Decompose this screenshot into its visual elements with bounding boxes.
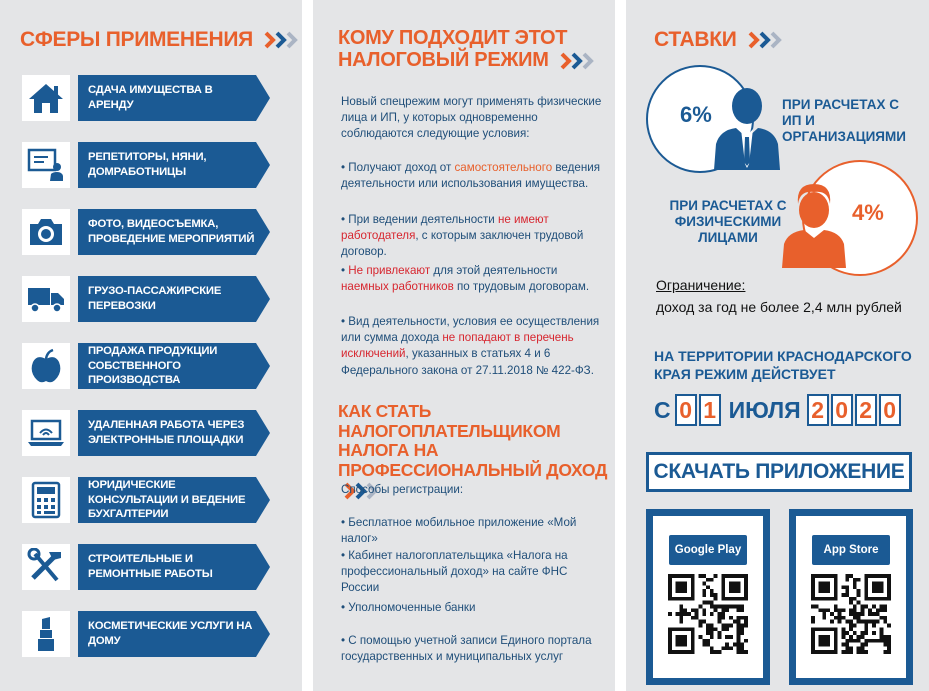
rates-panel xyxy=(626,0,929,691)
registration-method-3: • Уполномоченные банки xyxy=(341,601,476,614)
start-date xyxy=(654,393,903,427)
sphere-bar xyxy=(78,276,270,322)
apple-icon xyxy=(22,343,70,389)
sphere-bar xyxy=(78,477,270,523)
sphere-item xyxy=(22,75,270,121)
chevrons-icon xyxy=(264,30,298,50)
rate-6-percent: 6% xyxy=(680,102,712,127)
lipstick-icon xyxy=(22,611,70,657)
rate-4-label: ПРИ РАСЧЕТАХ С ФИЗИЧЕСКИМИ ЛИЦАМИ xyxy=(669,198,787,246)
condition-3 xyxy=(341,263,603,295)
eligibility-heading xyxy=(338,27,608,72)
rates-heading xyxy=(654,28,782,52)
chevrons-icon xyxy=(560,51,594,71)
app-store-card[interactable] xyxy=(789,509,913,685)
sphere-label: ГРУЗО-ПАССАЖИРСКИЕ ПЕРЕВОЗКИ xyxy=(88,285,222,312)
sphere-bar xyxy=(78,611,270,657)
condition-3-text-end: по трудовым договорам. xyxy=(453,280,590,294)
download-app-button[interactable]: СКАЧАТЬ ПРИЛОЖЕНИЕ xyxy=(646,452,912,492)
date-prefix: С xyxy=(654,396,671,423)
truck-icon xyxy=(22,276,70,322)
rate-6-label: ПРИ РАСЧЕТАХ С ИП И ОРГАНИЗАЦИЯМИ xyxy=(782,97,906,145)
google-play-card-inner xyxy=(653,516,763,678)
businessman-icon xyxy=(712,82,782,170)
condition-2-text: • При ведении деятельности xyxy=(341,213,498,226)
condition-3-highlight: Не привлекают xyxy=(348,264,431,277)
sphere-label: ПРОДАЖА ПРОДУКЦИИ СОБСТВЕННОГО ПРОИЗВОДСТВА xyxy=(88,344,218,387)
year-digit: 0 xyxy=(831,394,853,426)
eligibility-intro: Новый спецрежим могут применять физические лица и ИП, у которых одновременно соблюдаются следующие условия: xyxy=(341,95,602,141)
day-digit: 0 xyxy=(675,394,697,426)
sphere-item xyxy=(22,343,270,389)
condition-4-text: • Вид деятельности, условия ее осуществления или сумма дохода xyxy=(341,315,600,345)
registration-intro: Способы регистрации: xyxy=(341,483,464,496)
rates-title: СТАВКИ xyxy=(654,28,737,51)
app-store-card-inner xyxy=(796,516,906,678)
registration-method-1: • Бесплатное мобильное приложение «Мой налог» xyxy=(341,516,577,546)
date-month: ИЮЛЯ xyxy=(728,396,801,423)
sphere-bar xyxy=(78,142,270,188)
sphere-item xyxy=(22,477,270,523)
teacher-icon xyxy=(22,142,70,188)
limit-text: доход за год не более 2,4 млн рублей xyxy=(656,299,902,315)
day-digit: 1 xyxy=(699,394,721,426)
sphere-bar xyxy=(78,410,270,456)
region-text: НА ТЕРРИТОРИИ КРАСНОДАРСКОГО КРАЯ РЕЖИМ ДЕЙСТВУЕТ xyxy=(654,348,912,383)
sphere-bar xyxy=(78,544,270,590)
sphere-label: УДАЛЕННАЯ РАБОТА ЧЕРЕЗ ЭЛЕКТРОННЫЕ ПЛОЩАДКИ xyxy=(88,419,245,446)
camera-icon xyxy=(22,209,70,255)
eligibility-title: КОМУ ПОДХОДИТ ЭТОТ НАЛОГОВЫЙ РЕЖИМ xyxy=(338,27,568,72)
tools-icon xyxy=(22,544,70,590)
sphere-label: СТРОИТЕЛЬНЫЕ И РЕМОНТНЫЕ РАБОТЫ xyxy=(88,553,213,580)
sphere-bar xyxy=(78,209,270,255)
app-store-badge[interactable]: App Store xyxy=(812,535,890,565)
sphere-item xyxy=(22,410,270,456)
year-digit: 2 xyxy=(855,394,877,426)
chevrons-icon xyxy=(748,30,782,50)
sphere-bar xyxy=(78,75,270,121)
house-icon xyxy=(22,75,70,121)
sphere-bar xyxy=(78,343,270,389)
spheres-heading xyxy=(20,28,298,52)
condition-2 xyxy=(341,212,603,261)
sphere-item xyxy=(22,611,270,657)
condition-3-bullet: • xyxy=(341,264,349,277)
condition-1-text: • Получают доход от xyxy=(341,161,455,174)
registration-method-4: • С помощью учетной записи Единого портала государственных и муниципальных услуг xyxy=(341,634,592,664)
sphere-label: ФОТО, ВИДЕОСЪЕМКА, ПРОВЕДЕНИЕ МЕРОПРИЯТИЙ xyxy=(88,218,255,245)
sphere-label: СДАЧА ИМУЩЕСТВА В АРЕНДУ xyxy=(88,84,213,111)
qr-code-icon[interactable] xyxy=(811,574,891,654)
sphere-item xyxy=(22,142,270,188)
registration-title: КАК СТАТЬ НАЛОГОПЛАТЕЛЬЩИКОМ НАЛОГА НА ПРОФЕССИОНАЛЬНЫЙ ДОХОД xyxy=(338,401,608,480)
condition-1 xyxy=(341,160,603,192)
registration-method-2: • Кабинет налогоплательщика «Налога на профессиональный доход» на сайте ФНС России xyxy=(341,549,568,595)
year-digit: 0 xyxy=(879,394,901,426)
sphere-item xyxy=(22,209,270,255)
year-digit: 2 xyxy=(807,394,829,426)
condition-3-text: для этой деятельности xyxy=(430,264,558,277)
sphere-item xyxy=(22,544,270,590)
limit-title: Ограничение: xyxy=(656,277,746,293)
person-icon xyxy=(780,180,848,268)
spheres-panel xyxy=(0,0,302,691)
google-play-badge[interactable]: Google Play xyxy=(669,535,747,565)
sphere-label: РЕПЕТИТОРЫ, НЯНИ, ДОМРАБОТНИЦЫ xyxy=(88,151,207,178)
condition-2-highlight: не имеют работодателя xyxy=(341,213,549,243)
laptop-icon xyxy=(22,410,70,456)
calculator-icon xyxy=(22,477,70,523)
condition-4-text-end: , указанных в статьях 4 и 6 Федерального закона от 27.11.2018 № 422-ФЗ. xyxy=(341,347,594,377)
condition-3-highlight-2: наемных работников xyxy=(341,280,454,294)
condition-1-highlight: самостоятельного xyxy=(454,161,553,174)
google-play-card[interactable] xyxy=(646,509,770,685)
qr-code-icon[interactable] xyxy=(668,574,748,654)
condition-4 xyxy=(341,314,603,379)
condition-4-highlight: не попадают в перечень исключений xyxy=(341,331,574,361)
condition-1-text-end: ведения деятельности или использования имущества. xyxy=(341,161,600,191)
sphere-label: КОСМЕТИЧЕСКИЕ УСЛУГИ НА ДОМУ xyxy=(88,620,253,647)
sphere-item xyxy=(22,276,270,322)
spheres-title: СФЕРЫ ПРИМЕНЕНИЯ xyxy=(20,28,253,51)
sphere-label: ЮРИДИЧЕСКИЕ КОНСУЛЬТАЦИИ И ВЕДЕНИЕ БУХГАЛТЕРИИ xyxy=(88,478,246,521)
eligibility-panel xyxy=(313,0,615,691)
condition-2-text-end: , с которым заключен трудовой договор. xyxy=(341,229,584,259)
rate-4-percent: 4% xyxy=(852,200,884,225)
